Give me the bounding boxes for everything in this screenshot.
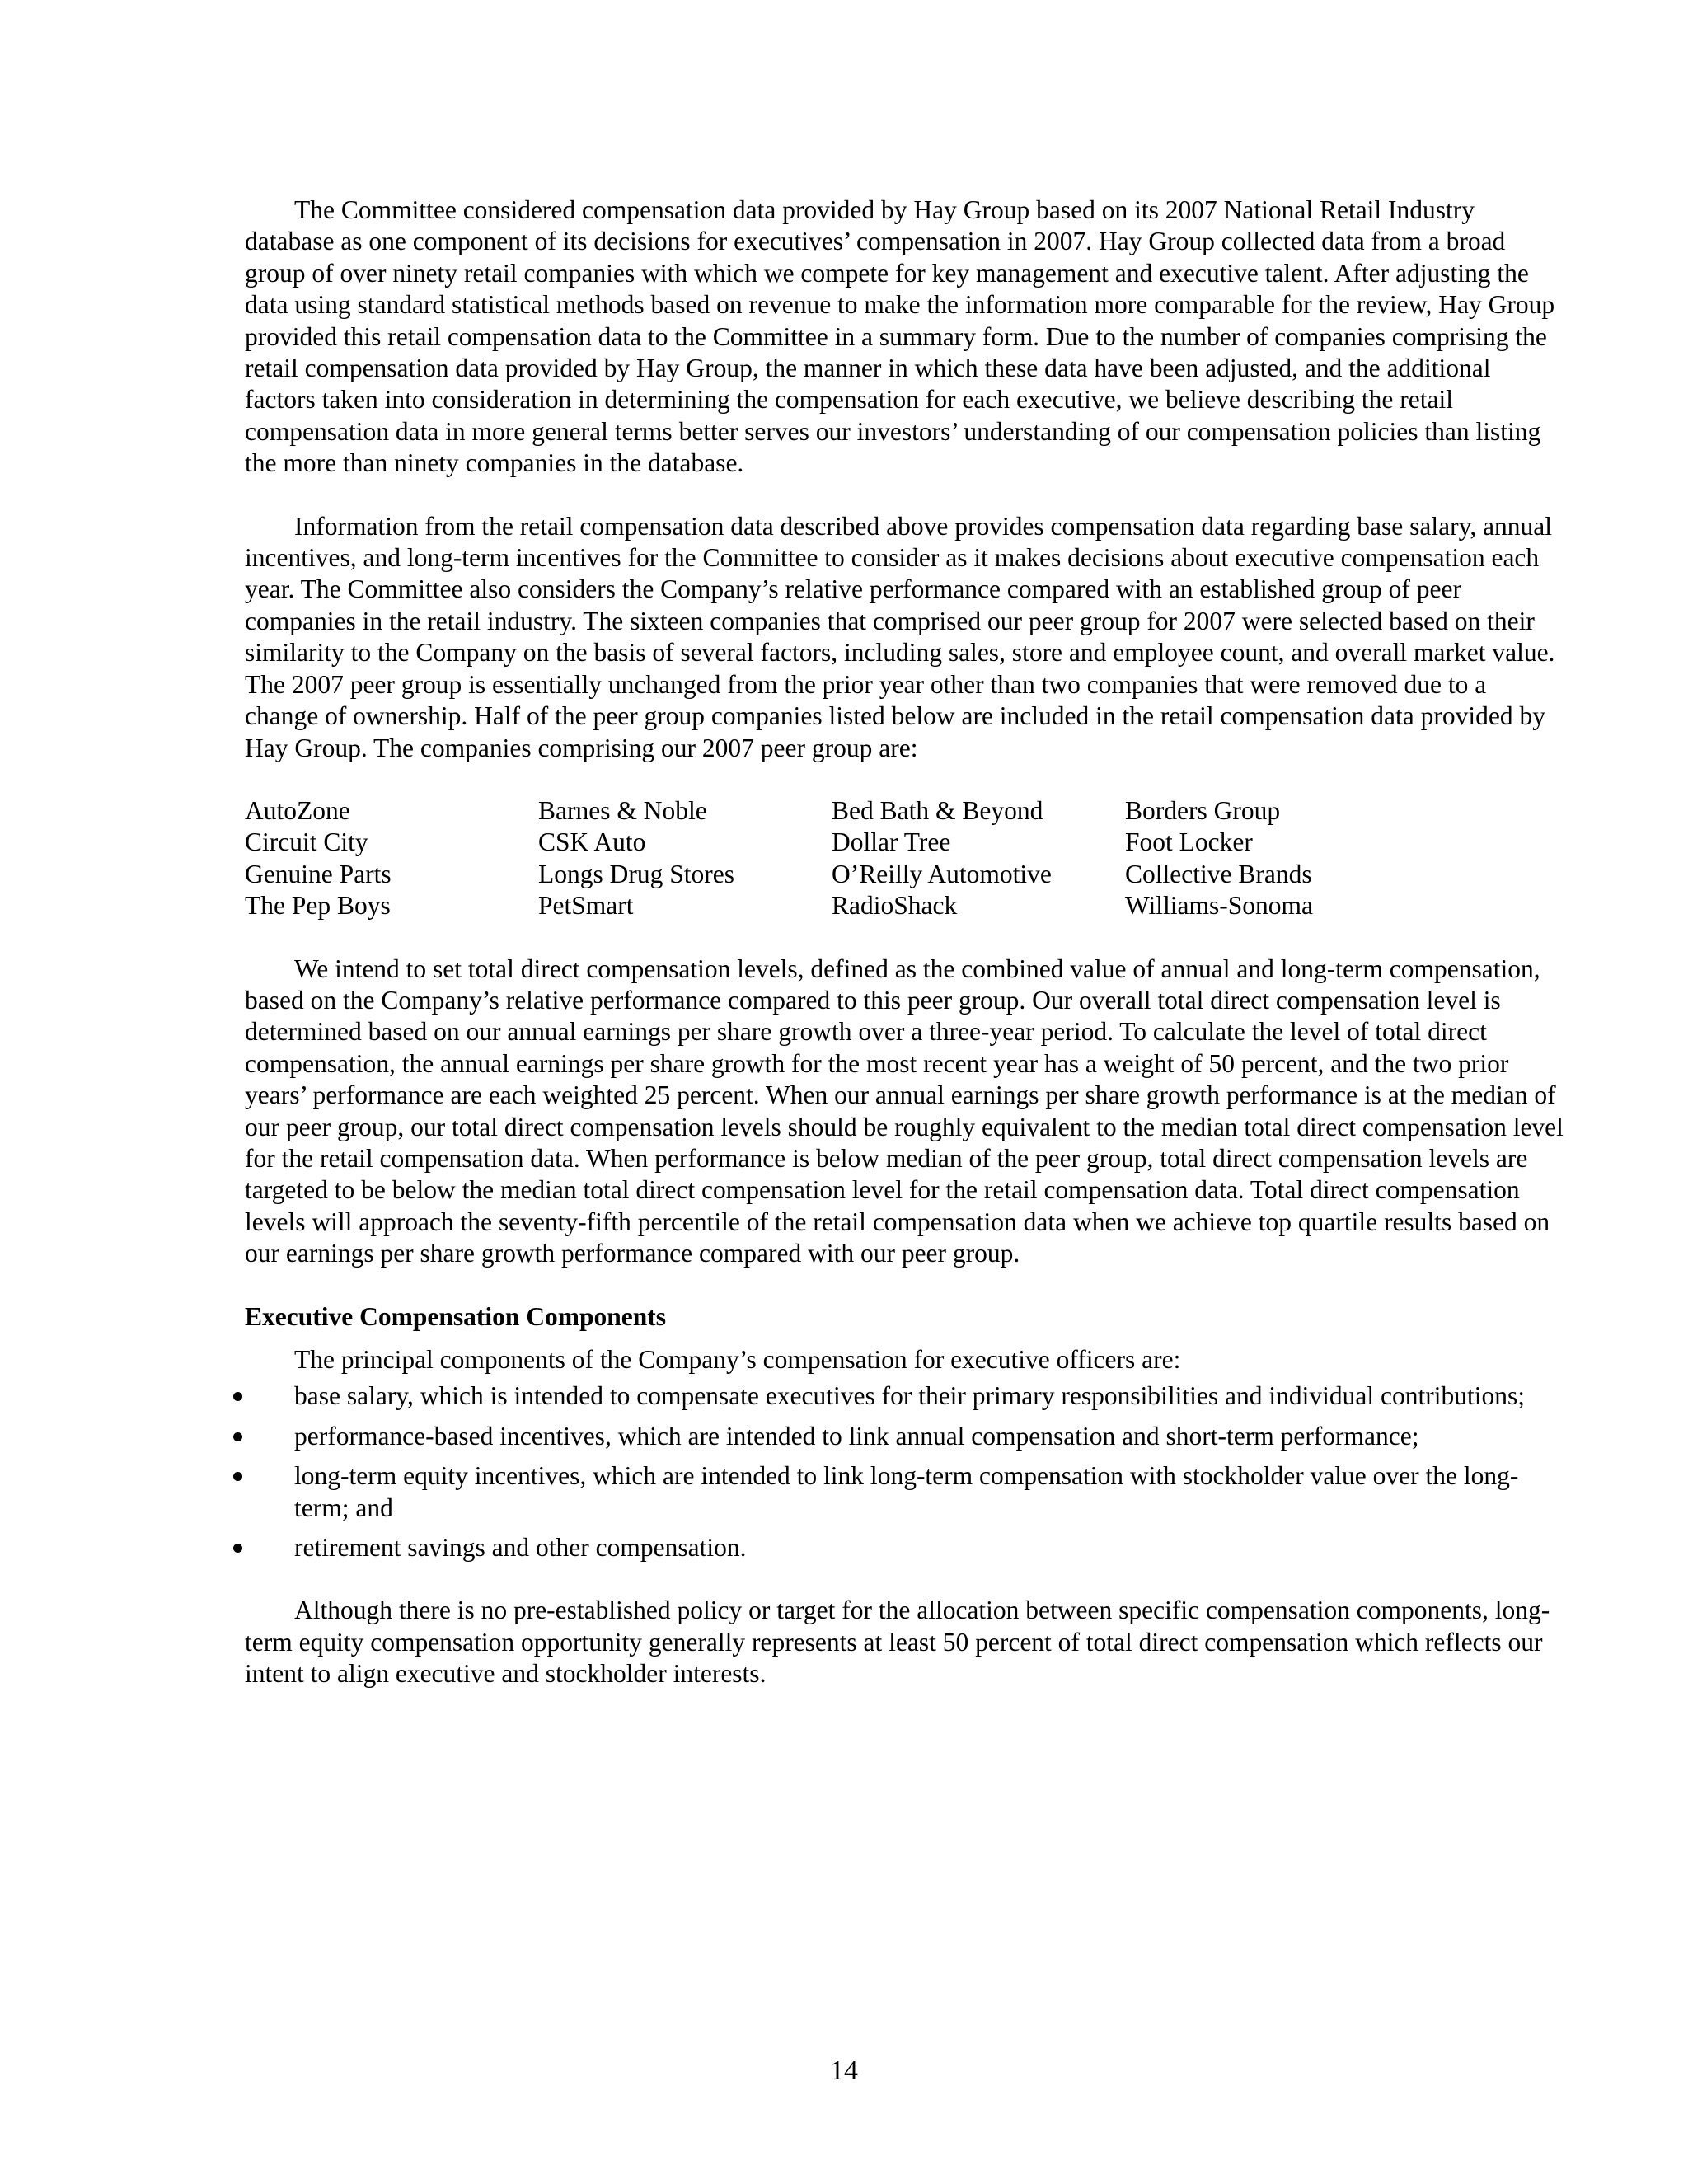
peer-company: Foot Locker — [1125, 827, 1253, 857]
bullet-icon — [233, 1392, 242, 1401]
list-item — [245, 1532, 1564, 1563]
section-heading: Executive Compensation Components — [245, 1301, 667, 1331]
paragraph-total-direct-compensation: We intend to set total direct compensation levels, defined as the combined value of annual and long-term compensation, based on the Company’s relative performance compared to this peer group. Our overall total direct compensation level is determined based on our annual earnings per share growth over a three-year period. To calculate the level of total direct compensation, the annual earnings per share growth for the most recent year has a weight of 50 percent, and the two prior years’ performance are each weighted 25 percent. When our annual earnings per share growth performance is at the median of our peer group, our total direct compensation levels should be roughly equivalent to the median total direct compensation level for the retail compensation data. When performance is below median of the peer group, total direct compensation levels are targeted to be below the median total direct compensation level for the retail compensation data. Total direct compensation levels will approach the seventy-fifth percentile of the retail compensation data when we achieve top quartile results based on our earnings per share growth performance compared with our peer group. — [245, 954, 1564, 1268]
peer-company: Borders Group — [1125, 795, 1281, 825]
list-item-text: retirement savings and other compensation. — [294, 1533, 747, 1563]
list-item — [245, 1380, 1564, 1412]
list-item — [245, 1421, 1564, 1452]
peer-company: Bed Bath & Beyond — [832, 795, 1043, 825]
document-page — [245, 194, 1564, 1690]
peer-company: O’Reilly Automotive — [832, 859, 1052, 888]
peer-company: Genuine Parts — [245, 859, 392, 888]
paragraph-allocation: Although there is no pre-established policy or target for the allocation between specific compensation components, long-term equity compensation opportunity generally represents at least 50 percent of total direct compensation which reflects our intent to align executive and stockholder interests. — [245, 1596, 1550, 1689]
section-intro: The principal components of the Company’s compensation for executive officers are: — [294, 1345, 1181, 1374]
peer-company: Barnes & Noble — [538, 795, 707, 825]
peer-company: CSK Auto — [538, 827, 646, 857]
peer-company: Circuit City — [245, 827, 368, 857]
list-item-text: performance-based incentives, which are intended to link annual compensation and short-term performance; — [294, 1421, 1419, 1451]
peer-company: RadioShack — [832, 891, 958, 921]
peer-company: Dollar Tree — [832, 827, 951, 857]
peer-company-table — [245, 795, 1564, 922]
page-number: 14 — [830, 2055, 858, 2086]
bullet-icon — [233, 1544, 242, 1553]
peer-company: Williams-Sonoma — [1125, 891, 1313, 921]
peer-company: PetSmart — [538, 891, 634, 921]
list-item — [245, 1460, 1564, 1524]
peer-company: Longs Drug Stores — [538, 859, 734, 888]
bullet-icon — [233, 1472, 242, 1481]
paragraph-hay-group-data: The Committee considered compensation data provided by Hay Group based on its 2007 National Retail Industry database as one component of its decisions for executives’ compensation in 2007. Hay Group collected data from a broad group of over ninety retail companies with which we compete for key management and executive talent. After adjusting the data using standard statistical methods based on revenue to make the information more comparable for the review, Hay Group provided this retail compensation data to the Committee in a summary form. Due to the number of companies comprising the retail compensation data provided by Hay Group, the manner in which these data have been adjusted, and the additional factors taken into consideration in determining the compensation for each executive, we believe describing the retail compensation data in more general terms better serves our investors’ understanding of our compensation policies than listing the more than ninety companies in the database. — [245, 195, 1555, 478]
paragraph-peer-group-description: Information from the retail compensation data described above provides compensation data regarding base salary, annual incentives, and long-term incentives for the Committee to consider as it makes decisions about executive compensation each year. The Committee also considers the Company’s relative performance compared with an established group of peer companies in the retail industry. The sixteen companies that comprised our peer group for 2007 were selected based on their similarity to the Company on the basis of several factors, including sales, store and employee count, and overall market value. The 2007 peer group is essentially unchanged from the prior year other than two companies that were removed due to a change of ownership. Half of the peer group companies listed below are included in the retail compensation data provided by Hay Group. The companies comprising our 2007 peer group are: — [245, 511, 1555, 762]
peer-company: AutoZone — [245, 795, 350, 825]
bullet-icon — [233, 1432, 242, 1441]
list-item-text: long-term equity incentives, which are intended to link long-term compensation with stockholder value over the long-term; and — [294, 1461, 1519, 1522]
list-item-text: base salary, which is intended to compensate executives for their primary responsibilities and individual contributions; — [294, 1381, 1525, 1411]
compensation-components-list — [245, 1380, 1564, 1563]
peer-company: Collective Brands — [1125, 859, 1312, 888]
peer-company: The Pep Boys — [245, 891, 391, 921]
